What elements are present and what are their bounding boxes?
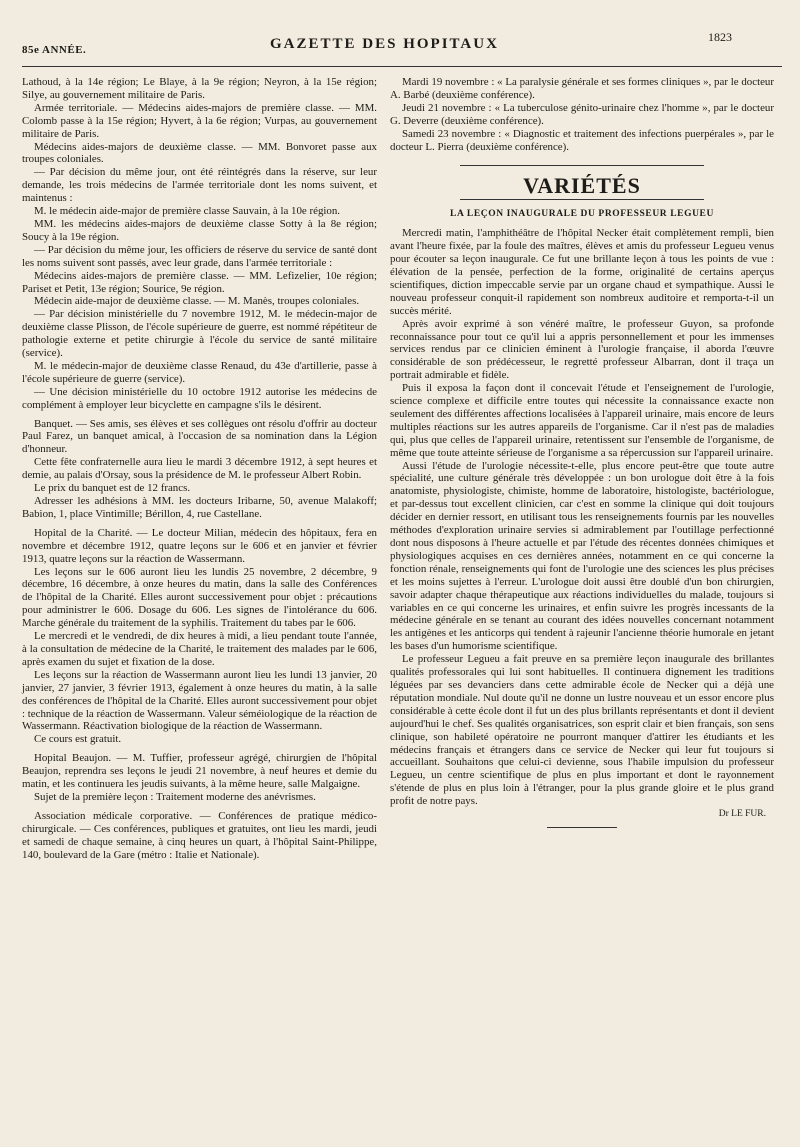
paragraph-banquet: Banquet. — Ses amis, ses élèves et ses collègues ont résolu d'offrir au docteur Paul Farez, un banquet amical, à l'occasion de sa nomination dans la Légion d'honneur. [22, 417, 377, 456]
left-column [22, 76, 377, 861]
paragraph: Sujet de la première leçon : Traitement moderne des anévrismes. [34, 790, 316, 803]
article-title: LA LEÇON INAUGURALE DU PROFESSEUR LEGUEU [450, 209, 714, 220]
paragraph: Médecins aides-majors de deuxième classe. — MM. Bonvoret passe aux troupes coloniales. [22, 140, 377, 166]
paragraph: Samedi 23 novembre : « Diagnostic et traitement des infections puerpérales », par le docteur L. Pierra (deuxième conférence). [390, 127, 774, 153]
paragraph: Lathoud, à la 14e région; Le Blaye, à la 9e région; Neyron, à la 15e région; Silye, au gouvernement militaire de Paris. [22, 76, 377, 101]
paragraph: Les leçons sur la réaction de Wassermann auront lieu les lundi 13 janvier, 20 janvier, 27 janvier, 3 février 1913, également à onze heures du matin, à la salle des conférences de l'hôpital de la Charité. Elles auront successivement pour objet : technique de la réaction de Wassermann. Valeur séméiologique de la réaction de Wassermann. Réactivation biologique de la réaction de Wassermann. [22, 668, 377, 733]
paragraph: Armée territoriale. — Médecins aides-majors de première classe. — MM. Colomb passe à la 15e région; Hyvert, à la 6e région; Vurpas, au gouvernement militaire de Paris. [22, 101, 377, 140]
paragraph: — Par décision du même jour, ont été réintégrés dans la réserve, sur leur demande, les trois médecins de l'armée territoriale dont les noms suivent, et maintenus : [22, 166, 377, 205]
paragraph: Ce cours est gratuit. [34, 733, 122, 746]
paragraph: Médecin aide-major de deuxième classe. — M. Manès, troupes coloniales. [34, 295, 360, 308]
page-number: 1823 [708, 30, 732, 44]
paragraph: Puis il exposa la façon dont il concevait l'étude et l'enseignement de l'urologie, science complexe et difficile entre toutes qui nécessite la connaissance exacte non seulement des différentes affections localisées à l'appareil urinaire, mais encore de leurs multiples réactions sur les autres appareils de l'organisme. Car il n'est pas de maladies qui, plus que celles de l'appareil urinaire, retentissent sur l'ensemble de l'organisme, de même que toute atteinte sérieuse de l'organisme a sa répercussion sur l'appareil urinaire. [390, 382, 774, 459]
article-signature: Dr LE FUR. [718, 809, 766, 820]
paragraph: MM. les médecins aides-majors de deuxième classe Sotty à la 8e région; Soucy à la 19e région. [22, 217, 377, 243]
issue-year: 85e ANNÉE. [22, 44, 87, 56]
paragraph: Aussi l'étude de l'urologie nécessite-t-elle, plus encore peut-être que toute autre spécialité, une culture générale très développée : un bon urologue doit être à la fois anatomiste, physiologiste, chimiste, homme de laboratoire, histologiste, bactériologue, et par-dessus tout excellent clinicien, car c'est en somme la clinique qui doit toujours décider en dernier ressort, en utilisant tous les renseignements fournis par les nouvelles méthodes d'exploration urinaire servies si admirablement par l'outillage perfectionné dont nous disposons à l'heure actuelle et par l'étude des récentes données chimiques et physiologiques acquises en ces dernières années, notamment en ce qui concerne la fonction rénale, renseignements qui font de l'urologie une des sciences les plus précises et les moins sujettes à l'erreur. L'urologue doit aussi être doublé d'un bon chirurgien, savoir adapter chaque thérapeutique aux réactions individuelles du malade, toujours si variables en ce qui concerne les urinaires, et enfin suivre les progrès incessants de la médecine générale en se tenant au courant des idées nouvelles concernant notamment les antigènes et les anticorps qui tendent à rajeunir l'ancienne théorie humorale en jetant les bases d'un humorisme scientifique. [390, 459, 774, 653]
section-rule [460, 199, 704, 200]
right-column [390, 76, 774, 828]
paragraph: — Par décision du même jour, les officiers de réserve du service de santé dont les noms suivent sont passés, avec leur grade, dans l'armée territoriale : [22, 243, 377, 269]
paragraph: Jeudi 21 novembre : « La tuberculose génito-urinaire chez l'homme », par le docteur G. Deverre (deuxième conférence). [390, 101, 774, 127]
section-title: VARIÉTÉS [523, 173, 641, 199]
paragraph: Le prix du banquet est de 12 francs. [34, 482, 191, 495]
paragraph: — Une décision ministérielle du 10 octobre 1912 autorise les médecins de complément à employer leur bicyclette en campagne s'ils le désirent. [22, 385, 377, 411]
paragraph: Mercredi matin, l'amphithéâtre de l'hôpital Necker était complètement rempli, bien avant l'heure fixée, par la foule des maîtres, élèves et amis du professeur Legueu venus pour écouter sa leçon inaugurale. Ce fut une brillante leçon à tous les points de vue : élévation de la pensée, perfection de la forme, originalité de certains aperçus scientifiques, diction impeccable servie par un organe chaud et sympathique. Aussi le nouveau professeur conquit-il rapidement son nombreux auditoire et remporta-t-il un succès mérité. [390, 227, 774, 317]
paragraph: Cette fête confraternelle aura lieu le mardi 3 décembre 1912, à sept heures et demie, au palais d'Orsay, sous la présidence de M. le professeur Albert Robin. [22, 456, 377, 482]
paragraph: Adresser les adhésions à MM. les docteurs Iribarne, 50, avenue Malakoff; Babion, 1, place Vintimille; Bérillon, 4, rue Castellane. [22, 495, 377, 520]
header-rule [22, 66, 782, 67]
paragraph: Le mercredi et le vendredi, de dix heures à midi, a lieu pendant toute l'année, à la consultation de médecine de la Charité, le traitement des malades par le 606, après examen du sujet et fixation de la dose. [22, 630, 377, 668]
paragraph: Mardi 19 novembre : « La paralysie générale et ses formes cliniques », par le docteur A. Barbé (deuxième conférence). [390, 76, 774, 101]
paragraph-charite: Hopital de la Charité. — Le docteur Milian, médecin des hôpitaux, fera en novembre et décembre 1912, quatre leçons sur le 606 et en janvier et février 1913, quatre leçons sur la réaction de Wassermann. [22, 526, 377, 565]
paragraph-association: Association médicale corporative. — Conférences de pratique médico-chirurgicale. — Ces conférences, publiques et gratuites, ont lieu les mardi, jeudi et samedi de chaque semaine, à cinq heures un quart, à l'hôpital Saint-Philippe, 140, boulevard de la Gare (métro : Italie et Nationale). [22, 809, 377, 861]
paragraph-beaujon: Hopital Beaujon. — M. Tuffier, professeur agrégé, chirurgien de l'hôpital Beaujon, reprendra ses leçons le jeudi 21 novembre, à neuf heures et demie du matin, et les continuera les jeudis suivants, à la même heure, salle Malgaigne. [22, 752, 377, 791]
paragraph: — Par décision ministérielle du 7 novembre 1912, M. le médecin-major de deuxième classe Plisson, de l'école supérieure de guerre, est nommé répétiteur de pathologie externe et petite chirurgie à l'école du service de santé militaire (service). [22, 308, 377, 360]
paragraph: M. le médecin-major de deuxième classe Renaud, du 43e d'artillerie, passe à l'école supérieure de guerre (service). [22, 359, 377, 385]
paragraph: Médecins aides-majors de première classe. — MM. Lefizelier, 10e région; Pariset et Petit, 13e région; Sourice, 9e région. [22, 269, 377, 295]
paragraph: Le professeur Legueu a fait preuve en sa première leçon inaugurale des brillantes qualités professorales qui lui sont habituelles. Il continuera dignement les traditions léguées par ses devanciers dans cette admirable école de Necker qui a déjà une réputation mondiale. Nul doute qu'il ne donne un lustre nouveau et un essor encore plus considérable à cette école dont il fut un des plus brillants représentants et dont il devient aujourd'hui le chef. Ses qualités organisatrices, son esprit clair et bien français, son sens clinique, son habileté opératoire ne pourront manquer d'attirer les étudiants et les médecins français et étrangers dans ce service de Necker qui leur fut toujours si accueillant. Souhaitons que celui-ci devienne, sous l'habile impulsion du professeur Legueu, un centre scientifique de plus en plus important et dont le rayonnement s'étende de plus en plus loin à l'étranger, pour la plus grande gloire et le plus grand profit de notre pays. [390, 653, 774, 808]
paragraph: Les leçons sur le 606 auront lieu les lundis 25 novembre, 2 décembre, 9 décembre, 16 décembre, à onze heures du matin, dans la salle des Conférences de l'hôpital de la Charité. Elles auront successivement pour objet : précautions pour administrer le 606. Dosage du 606. Les signes de l'intolérance du 606. Marche générale du traitement de la syphilis. Traitement du tabes par le 606. [22, 565, 377, 630]
end-rule [547, 827, 617, 828]
journal-title: GAZETTE DES HOPITAUX [270, 36, 499, 52]
paragraph: M. le médecin aide-major de première classe Sauvain, à la 10e région. [34, 205, 341, 218]
section-rule [460, 165, 704, 166]
paragraph: Après avoir exprimé à son vénéré maître, le professeur Guyon, sa profonde reconnaissance pour tout ce qu'il lui a appris personnellement et pour les immenses services rendus par ce clinicien éminent à l'urologie française, il aborda l'œuvre considérable de son prédécesseur, le regretté professeur Albarran, dont il traça un portrait admirable et fidèle. [390, 317, 774, 382]
